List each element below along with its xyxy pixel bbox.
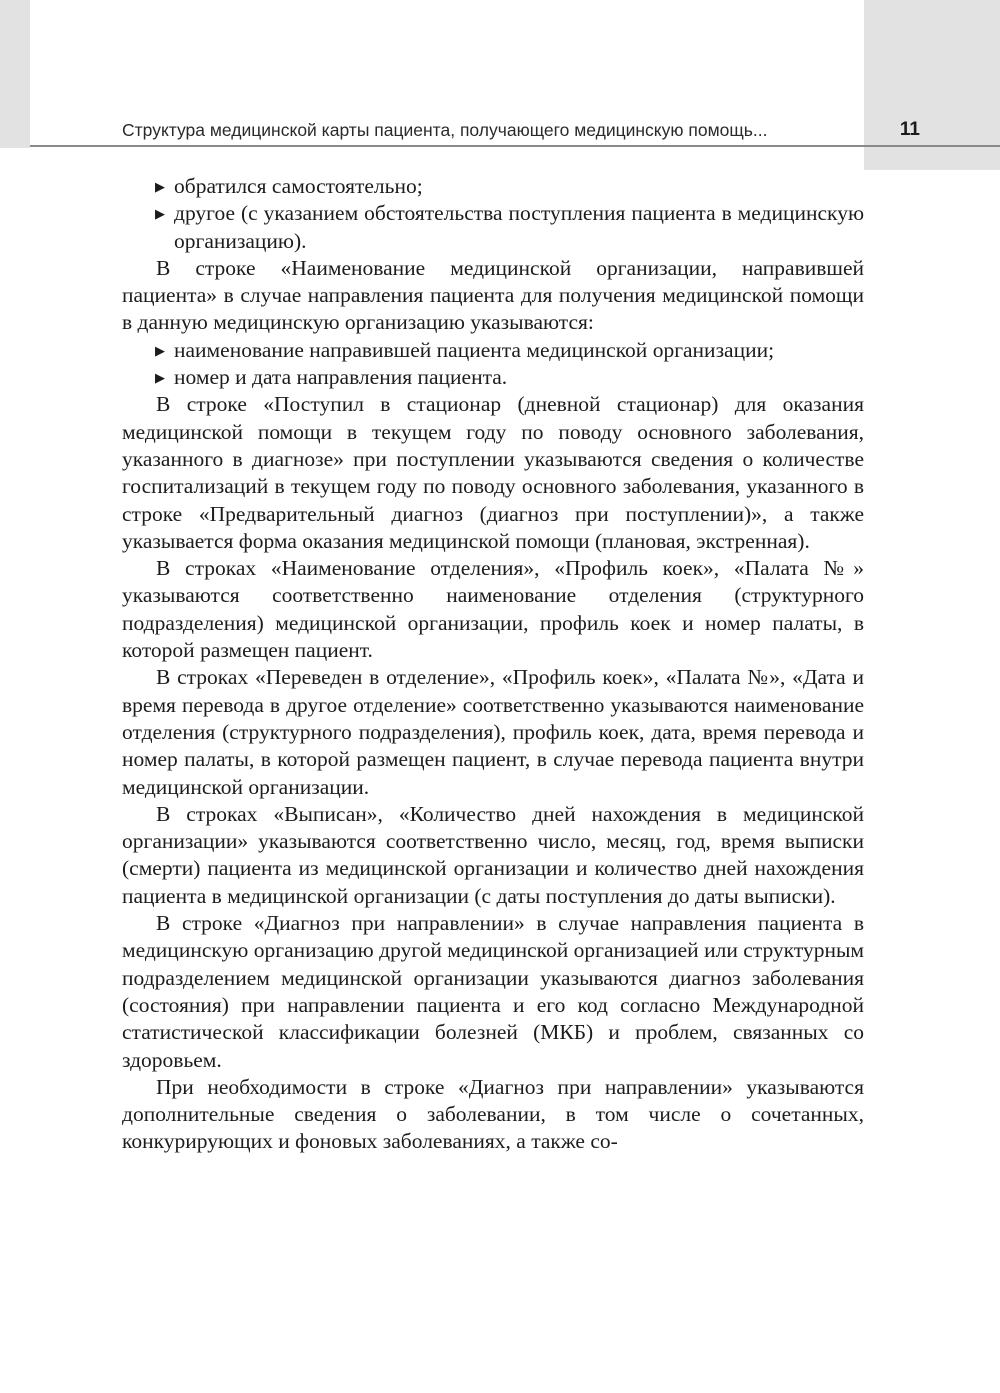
paragraph: В строке «Наименование медицинской организации, направившей пациента» в случае направления пациента для получения медицинской помощи в данную медицинскую организацию указываются: bbox=[122, 255, 864, 335]
list-item bbox=[122, 200, 864, 255]
paragraph: В строках «Выписан», «Количество дней нахождения в медицинской организации» указываются соответственно число, месяц, год, время выписки (смерти) пациента из медицинской организации и количество дней нахождения пациента в медицинской организации (с даты поступления до даты выписки). bbox=[122, 801, 864, 908]
running-header bbox=[122, 112, 862, 148]
paragraph: В строке «Диагноз при направлении» в случае направления пациента в медицинскую организацию другой медицинской организацией или структурным подразделением медицинской организации указываются диагноз заболевания (состояния) при направлении пациента и его код согласно Международной статистической классификации болезней (МКБ) и проблем, связанных со здоровьем. bbox=[122, 911, 864, 1072]
triangle-right-icon: ▶ bbox=[155, 206, 165, 222]
page-number: 11 bbox=[899, 119, 920, 140]
list-item bbox=[122, 364, 864, 391]
page-edge-tab-left bbox=[0, 0, 30, 148]
list-item bbox=[122, 337, 864, 364]
running-title: Структура медицинской карты пациента, получающего медицинскую помощь... bbox=[122, 119, 768, 140]
list-item-text: наименование направившей пациента медицинской организации; bbox=[174, 337, 775, 362]
paragraph: В строках «Переведен в отделение», «Профиль коек», «Палата №», «Дата и время перевода в другое отделение» соответственно указываются наименование отделения (структурного подразделения), профиль коек, дата, время перевода и номер палаты, в которой размещен пациент, в случае перевода пациента внутри медицинской организации. bbox=[122, 665, 864, 799]
list-item bbox=[122, 173, 864, 200]
paragraph: В строках «Наименование отделения», «Профиль коек», «Палата №» указываются соответственно наименование отделения (структурного подразделения) медицинской организации, профиль коек и номер палаты, в которой размещен пациент. bbox=[122, 556, 864, 663]
page-body bbox=[122, 173, 864, 1156]
triangle-right-icon: ▶ bbox=[155, 179, 165, 194]
paragraph: В строке «Поступил в стационар (дневной стационар) для оказания медицинской помощи в текущем году по поводу основного заболевания, указанного в диагнозе» при поступлении указываются сведения о количестве госпитализаций в текущем году по поводу основного заболевания, указанного в строке «Предварительный диагноз (диагноз при поступлении)», а также указывается форма оказания медицинской помощи (плановая, экстренная). bbox=[122, 392, 864, 553]
list-item-text: обратился самостоятельно; bbox=[174, 174, 423, 198]
list-item-text: номер и дата направления пациента. bbox=[174, 365, 508, 390]
triangle-right-icon: ▶ bbox=[155, 370, 165, 386]
list-item-text: другое (с указанием обстоятельства поступления пациента в медицинскую организацию). bbox=[174, 201, 864, 253]
header-divider bbox=[30, 145, 1000, 147]
paragraph: При необходимости в строке «Диагноз при направлении» указываются дополнительные сведения о заболевании, в том числе о сочетанных, конкурирующих и фоновых заболеваниях, а также со- bbox=[122, 1074, 864, 1154]
triangle-right-icon: ▶ bbox=[155, 342, 165, 358]
